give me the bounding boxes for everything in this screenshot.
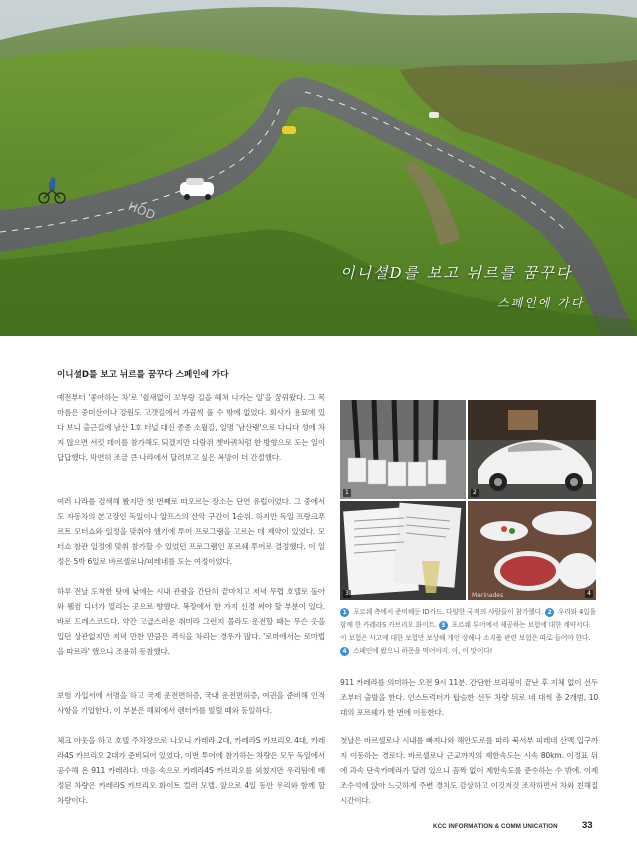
caption-text-1: 포르쉐 측에서 준비해둔 ID카드. 다양한 국적의 사람들이 참가했다.	[352, 608, 543, 616]
paragraph-left-3: 하루 전날 도착한 탓에 낮에는 시내 관광을 간단히 끝마치고 저녁 무렵 호텔로 돌아와 웰컴 디너가 열리는 곳으로 향했다. 복장에서 한 가지 신경 써야 할 부분이 있다. 바로 드레스코드다. 약간 고급스러운 취미라 그런지 몰라도 운전할 때는 무슨 옷을 입던 상관없지만 저녁 만찬 만큼은 격식을 차리는 경우가 많다. '로마에서는 로마법을 따르라' 했으니 조용히 동참했다.	[57, 587, 325, 656]
paragraph-left-5: 체크 아웃을 하고 호텔 주차장으로 나오니 카레라 2대, 카레라S 카브리오 4대, 카레라4S 카브리오 2대가 준비되어 있었다. 이번 투어에 참가하는 차량은 모두 독일에서 공수해 온 911 카레라다. 마음 속으로 카레라4S 카브리오를 외쳤지만 우리팀에 배정된 차량은 카레라S 카브리오 화이트 컬러 모델. 앞으로 4일 동안 우리와 함께 할 차량이다.	[57, 736, 325, 805]
hero-photo	[0, 0, 637, 336]
caption-number-2: 2	[545, 608, 554, 617]
photo-label-1: 1	[345, 489, 349, 496]
page-number: 33	[582, 820, 593, 831]
caption-text-2: 우리와 4일을 함께 한 카레라S 카브리오 화이트.	[340, 608, 596, 629]
photo-white-carrera	[468, 400, 596, 499]
paragraph-right-2: 첫날은 바르셀로나 시내를 빠져나와 해안도로를 따라 북서부 피레네 산맥 입구까지 이동하는 경로다. 바르셀로나 근교까지의 제한속도는 시속 80km. 이정표 뒤에 과속 단속카메라가 달려 있으니 꼼짝 없이 제한속도를 준수하는 수 밖에. 이제 조수석에 앉아 느긋하게 주변 경치도 감상하고 이것저것 조작하면서 차와 친해질 시간이다.	[340, 736, 598, 805]
footer-brand: KCC INFORMATION & COMM UNICATION	[433, 823, 558, 830]
mountain-road-image	[0, 0, 637, 336]
photo4-text: Marinades	[472, 592, 504, 599]
paragraph-left-4: 보험 가입서에 서명을 하고 국제 운전면허증, 국내 운전면허증, 여권을 준비해 인적 사항을 기입한다. 이 부분은 해외에서 렌터카를 빌릴 때와 동일하다.	[57, 691, 325, 715]
photo-insurance-document	[340, 501, 466, 600]
hero-title-line2: 스페인에 가다	[497, 296, 585, 310]
hero-title-line1: 이니셜D를 보고 뉘르를 꿈꾸다	[340, 264, 573, 282]
paragraph-left-1: 예전부터 '좋아하는 차'로 '쉴새없이 꼬부랑 길을 헤쳐 나가는 일'을 꿈꿔왔다. 그 목마름은 중미산이나 강원도 고갯길에서 가끔씩 풀 수 밖에 없었다. 회사가 용료에 있다 보니 출근길에 남산 1호 터널 대신 종종 소월길, 일명 '남산랭'으로 다니다 성에 차지 않으면 서킷 데이를 참가해도 되겠지만 다람쥐 쳇바퀴처럼 한 방향으로 도는 일이 답답했다. 막연히 조금 큰 나라에서 달려보고 싶은 욕망이 더 간절했다.	[57, 393, 325, 462]
caption-number-1: 1	[340, 608, 349, 617]
photo-grid	[340, 400, 596, 600]
paragraph-left-2: 여러 나라를 검색해 봤지만 첫 번째로 떠오르는 장소는 단연 유럽이었다. 그 중에서도 자동차의 본고장인 독일이나 알프스의 산악 구간이 1순위. 하지만 독일 프랑크푸르트 모터쇼와 일정을 맞춰야 했기에 투어 프로그램을 고르는 데 제약이 있었다. 모터쇼 참관 일정에 맞춰 참가할 수 있었던 프로그램인 포르쉐 투어로 결정했다. 이 일정은 5박 6일로 바르셀로나/피레네를 도는 여정이었다.	[57, 497, 325, 566]
caption-text-3: 포르쉐 투어에서 제공하는 보험에 대한 계약서다. 이 보험은 사고에 대한 보험만 보상해 개인 상해나 소지품 관련 보험은 따로 들어야 한다.	[340, 621, 591, 642]
article-title: 이니셜D를 보고 뉘르를 꿈꾸다 스페인에 가다	[57, 370, 229, 380]
photo-caption	[340, 606, 598, 658]
photo-label-4: 4	[587, 590, 591, 597]
caption-text-4: 스페인에 왔으니 하몽을 먹어야지. 아, 이 맛이다!	[352, 647, 493, 655]
article-title-block	[57, 368, 325, 392]
photo-label-2: 2	[473, 489, 477, 496]
paragraph-right-1: 911 카레라를 의미하는 오전 9시 11분. 간단한 브리핑이 끝난 후 지체 없이 선두조부터 출발을 한다. 인스트럭터가 탑승한 선두 차량 뒤로 네 대씩 총 2개범, 10대의 포르쉐가 한 번에 이동한다.	[340, 678, 598, 717]
caption-number-3: 3	[439, 621, 448, 630]
photo-id-cards	[340, 400, 466, 499]
photo-jamon-food	[468, 501, 596, 600]
road-marking-text: HOD	[126, 199, 158, 223]
caption-number-4: 4	[340, 647, 349, 656]
photo-label-3: 3	[345, 590, 349, 597]
